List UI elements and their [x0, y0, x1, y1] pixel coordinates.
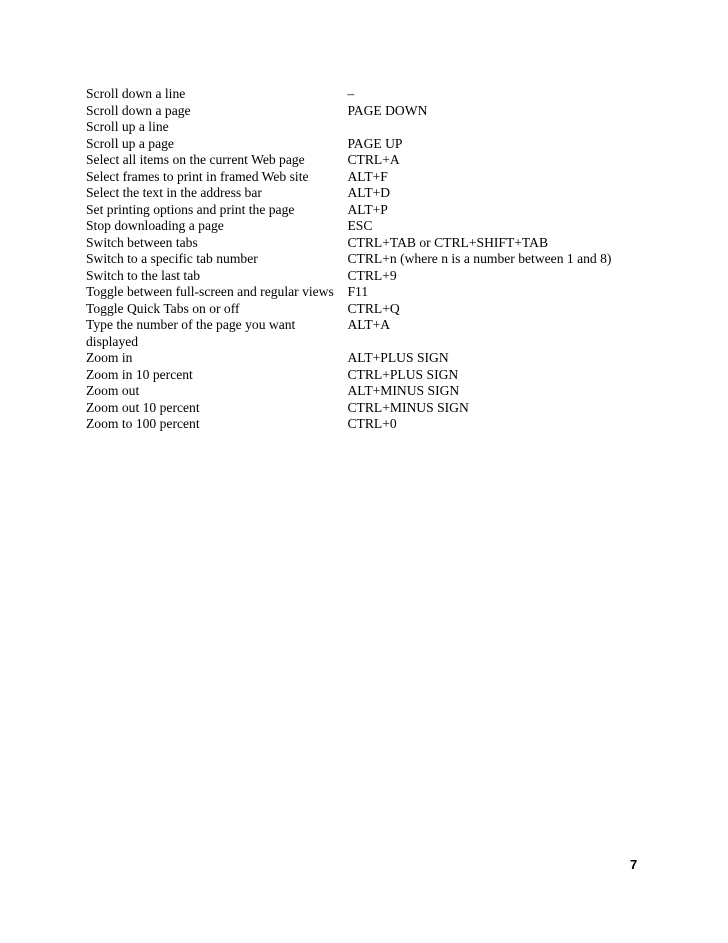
table-row	[86, 367, 646, 384]
table-row	[86, 235, 646, 252]
shortcut-action: Zoom in 10 percent	[86, 366, 193, 382]
table-row	[86, 284, 646, 301]
table-row	[86, 136, 646, 153]
shortcut-action: Toggle Quick Tabs on or off	[86, 300, 240, 316]
shortcut-action: Type the number of the page you want displayed	[86, 317, 296, 349]
shortcut-action: Zoom out	[86, 383, 140, 398]
shortcut-keys: CTRL+MINUS SIGN	[347, 399, 469, 415]
shortcut-keys: ALT+F	[347, 168, 388, 184]
shortcut-keys: –	[347, 86, 355, 101]
shortcut-action: Zoom out 10 percent	[86, 399, 200, 415]
table-row	[86, 416, 646, 433]
shortcut-keys: ALT+A	[347, 317, 391, 332]
shortcut-action: Stop downloading a page	[86, 218, 224, 233]
shortcut-action: Zoom to 100 percent	[86, 416, 200, 431]
table-row	[86, 119, 646, 136]
shortcut-keys: ESC	[347, 218, 373, 233]
shortcut-table-body	[86, 86, 646, 433]
shortcut-action: Switch to the last tab	[86, 267, 201, 283]
table-row	[86, 185, 646, 202]
shortcut-table	[86, 86, 646, 433]
table-row	[86, 350, 646, 367]
table-row	[86, 317, 646, 350]
shortcut-keys: ALT+PLUS SIGN	[347, 350, 449, 365]
shortcut-keys: CTRL+A	[347, 152, 400, 167]
table-row	[86, 103, 646, 120]
shortcut-action: Set printing options and print the page	[86, 201, 295, 217]
shortcut-action: Zoom in	[86, 350, 133, 365]
shortcut-action: Select all items on the current Web page	[86, 152, 305, 167]
table-row	[86, 218, 646, 235]
shortcut-keys: CTRL+n (where n is a number between 1 and 8)	[347, 251, 612, 266]
table-row	[86, 251, 646, 268]
shortcut-action: Scroll up a line	[86, 119, 169, 134]
shortcut-action: Switch between tabs	[86, 234, 198, 250]
shortcut-keys: ALT+MINUS SIGN	[347, 383, 460, 398]
shortcut-keys	[347, 119, 646, 136]
shortcut-keys: CTRL+TAB or CTRL+SHIFT+TAB	[347, 234, 549, 250]
table-row	[86, 86, 646, 103]
shortcut-keys: CTRL+9	[347, 267, 397, 283]
shortcut-action: Select the text in the address bar	[86, 185, 262, 200]
shortcut-keys: F11	[347, 284, 369, 299]
table-row	[86, 383, 646, 400]
shortcut-keys: CTRL+0	[347, 416, 397, 431]
shortcut-keys: CTRL+PLUS SIGN	[347, 366, 459, 382]
shortcut-action: Scroll down a page	[86, 102, 191, 118]
shortcut-action: Scroll down a line	[86, 86, 186, 101]
table-row	[86, 152, 646, 169]
table-row	[86, 400, 646, 417]
shortcut-action: Select frames to print in framed Web site	[86, 168, 309, 184]
table-row	[86, 301, 646, 318]
shortcut-keys: CTRL+Q	[347, 300, 400, 316]
page-number: 7	[630, 857, 638, 872]
shortcut-action: Scroll up a page	[86, 135, 174, 151]
shortcut-action: Switch to a specific tab number	[86, 251, 258, 266]
shortcut-keys: ALT+P	[347, 201, 388, 217]
shortcut-keys: PAGE UP	[347, 135, 403, 151]
table-row	[86, 169, 646, 186]
shortcut-action: Toggle between full-screen and regular views	[86, 284, 334, 299]
table-row	[86, 202, 646, 219]
shortcut-keys: PAGE DOWN	[347, 102, 428, 118]
shortcut-keys: ALT+D	[347, 185, 391, 200]
table-row	[86, 268, 646, 285]
